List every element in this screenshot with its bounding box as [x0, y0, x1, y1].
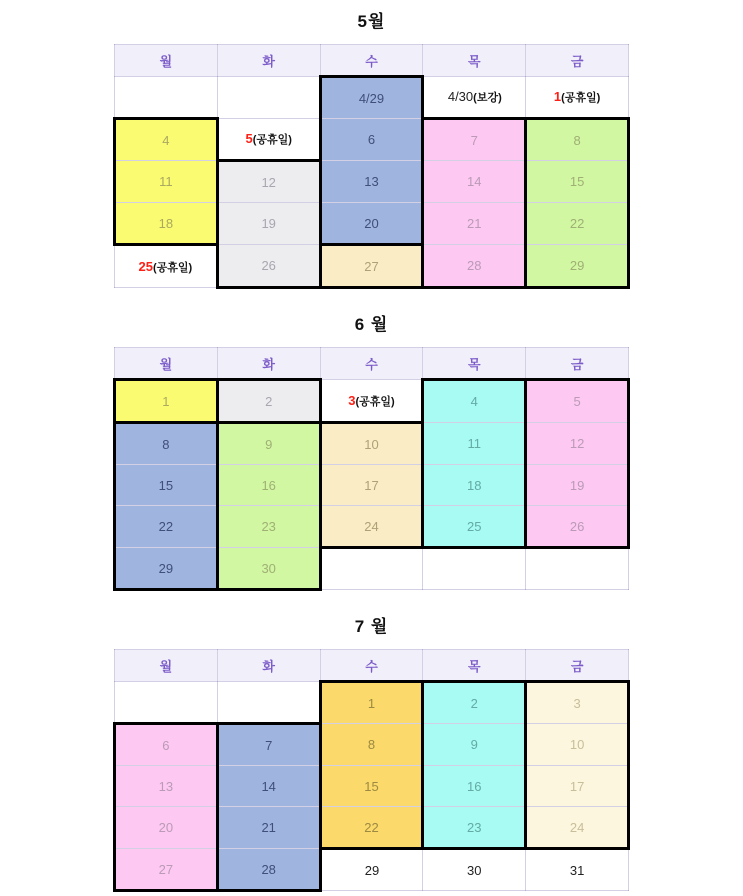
day-number: 29 — [569, 258, 585, 273]
day-cell — [320, 245, 423, 288]
day-number: 20 — [158, 820, 174, 835]
day-cell — [320, 849, 423, 891]
day-cell — [320, 506, 423, 548]
day-cell — [115, 465, 218, 506]
day-number: 13 — [158, 778, 174, 794]
day-number: 3 — [573, 695, 581, 711]
weekday-header-cell: 월 — [115, 45, 218, 77]
day-number: 10 — [569, 737, 585, 752]
day-cell — [423, 161, 526, 203]
day-number: 1 — [367, 695, 376, 711]
day-cell — [320, 119, 423, 161]
day-number: 4 — [470, 394, 478, 409]
day-cell — [217, 161, 320, 203]
day-cell — [217, 203, 320, 245]
day-number: 16 — [261, 477, 276, 493]
day-cell — [320, 161, 423, 203]
day-number: 4/30 — [447, 89, 474, 104]
day-number: 9 — [265, 436, 273, 452]
day-cell — [115, 506, 218, 548]
day-number: 14 — [467, 174, 482, 189]
week-row — [115, 77, 629, 119]
empty-cell — [320, 548, 423, 590]
day-number: 25 — [467, 518, 482, 534]
day-number: 7 — [265, 737, 273, 753]
day-number: 15 — [158, 477, 174, 493]
day-cell — [423, 380, 526, 423]
day-number: 15 — [569, 174, 585, 189]
day-number: 7 — [470, 132, 478, 148]
weekday-header-row — [115, 348, 629, 380]
day-number: 31 — [569, 862, 585, 878]
day-cell — [115, 119, 218, 161]
day-cell — [217, 724, 320, 766]
day-number: 18 — [158, 215, 174, 231]
day-number: 24 — [364, 518, 379, 534]
week-row — [115, 161, 629, 203]
day-cell — [423, 807, 526, 849]
day-number: 30 — [261, 560, 276, 576]
weekday-header-cell: 목 — [423, 348, 526, 380]
day-cell — [423, 77, 526, 119]
day-cell — [423, 465, 526, 506]
day-cell — [320, 203, 423, 245]
weekday-header-cell: 목 — [423, 45, 526, 77]
day-number: 22 — [158, 519, 174, 534]
day-cell — [526, 423, 629, 465]
day-cell — [526, 807, 629, 849]
weekday-header-cell: 수 — [320, 650, 423, 682]
week-row — [115, 849, 629, 891]
day-cell — [526, 849, 629, 891]
empty-cell — [115, 682, 218, 724]
day-number: 28 — [467, 258, 482, 273]
week-row — [115, 548, 629, 590]
day-number: 23 — [467, 819, 482, 835]
week-row — [115, 682, 629, 724]
day-number: 22 — [364, 819, 379, 835]
day-cell — [423, 682, 526, 724]
day-cell — [526, 724, 629, 766]
week-row — [115, 724, 629, 766]
weekday-header-cell: 화 — [217, 650, 320, 682]
day-cell — [115, 766, 218, 807]
month-block — [0, 617, 743, 892]
day-cell — [423, 423, 526, 465]
weekday-header-cell: 금 — [526, 348, 629, 380]
day-cell — [217, 245, 320, 288]
weekday-header-cell: 목 — [423, 650, 526, 682]
day-cell — [526, 119, 629, 161]
holiday-label: (공휴일) — [153, 261, 193, 274]
day-number: 16 — [467, 778, 482, 794]
day-cell — [320, 766, 423, 807]
day-cell — [217, 506, 320, 548]
day-number: 6 — [367, 132, 376, 147]
day-number: 26 — [261, 258, 276, 273]
day-number: 17 — [364, 477, 379, 493]
week-row — [115, 119, 629, 161]
day-number: 9 — [470, 737, 478, 752]
day-cell — [320, 682, 423, 724]
week-row — [115, 423, 629, 465]
day-number: 5 — [245, 131, 253, 146]
day-number: 18 — [467, 477, 482, 493]
day-number: 30 — [467, 862, 482, 878]
day-number: 13 — [364, 174, 379, 189]
day-number: 29 — [158, 560, 174, 576]
day-cell — [423, 849, 526, 891]
calendar-table — [113, 44, 630, 289]
day-number: 1 — [553, 89, 562, 104]
day-cell — [217, 423, 320, 465]
day-number: 11 — [467, 436, 482, 451]
day-number: 8 — [367, 737, 376, 752]
day-cell — [115, 203, 218, 245]
calendar-table — [113, 347, 630, 591]
week-row — [115, 203, 629, 245]
day-cell — [115, 807, 218, 849]
day-number: 20 — [364, 215, 379, 231]
weekday-header-cell: 금 — [526, 45, 629, 77]
day-number: 12 — [261, 174, 276, 190]
day-number: 10 — [364, 436, 379, 452]
day-cell — [217, 548, 320, 590]
day-cell — [115, 548, 218, 590]
day-cell — [320, 380, 423, 423]
day-cell — [526, 380, 629, 423]
day-cell — [115, 423, 218, 465]
empty-cell — [217, 682, 320, 724]
day-number: 28 — [261, 861, 276, 877]
empty-cell — [115, 77, 218, 119]
month-title: 5월 — [357, 12, 386, 31]
weekday-header-cell: 수 — [320, 45, 423, 77]
day-number: 6 — [162, 737, 170, 753]
day-cell — [423, 766, 526, 807]
week-row — [115, 506, 629, 548]
day-cell — [217, 380, 320, 423]
day-number: 23 — [261, 519, 276, 534]
day-cell — [217, 465, 320, 506]
month-title: 6 월 — [354, 315, 389, 334]
day-number: 24 — [569, 819, 585, 835]
day-cell — [526, 465, 629, 506]
week-row — [115, 465, 629, 506]
day-number: 8 — [573, 132, 581, 148]
day-number: 8 — [162, 436, 170, 452]
day-cell — [526, 161, 629, 203]
week-row — [115, 245, 629, 288]
day-number: 11 — [159, 174, 173, 189]
month-block — [0, 12, 743, 289]
day-cell — [115, 245, 218, 288]
day-cell — [320, 724, 423, 766]
weekday-header-cell: 수 — [320, 348, 423, 380]
holiday-label: (공휴일) — [355, 395, 395, 408]
day-cell — [217, 849, 320, 891]
day-number: 27 — [158, 861, 174, 877]
day-cell — [423, 506, 526, 548]
holiday-label: (공휴일) — [561, 92, 601, 104]
day-number: 27 — [364, 258, 379, 274]
day-cell — [423, 203, 526, 245]
day-cell — [217, 807, 320, 849]
calendar-table — [113, 649, 630, 892]
day-number: 26 — [569, 518, 585, 534]
day-number: 2 — [470, 695, 478, 711]
weekday-header-cell: 화 — [217, 348, 320, 380]
weekday-header-row — [115, 45, 629, 77]
week-row — [115, 380, 629, 423]
day-number: 3 — [348, 392, 356, 408]
day-number: 21 — [261, 820, 276, 835]
day-number: 22 — [569, 216, 585, 231]
day-number: 15 — [364, 778, 379, 794]
day-cell — [320, 465, 423, 506]
month-title: 7 월 — [354, 617, 389, 636]
day-cell — [217, 766, 320, 807]
day-cell — [423, 245, 526, 288]
day-cell — [115, 380, 218, 423]
day-cell — [526, 245, 629, 288]
day-cell — [423, 119, 526, 161]
holiday-label: (보강) — [473, 92, 502, 104]
day-cell — [320, 807, 423, 849]
day-number: 2 — [265, 393, 273, 409]
empty-cell — [423, 548, 526, 590]
weekday-header-cell: 월 — [115, 348, 218, 380]
empty-cell — [526, 548, 629, 590]
week-row — [115, 766, 629, 807]
day-cell — [115, 724, 218, 766]
day-number: 1 — [162, 393, 170, 409]
day-cell — [526, 203, 629, 245]
day-cell — [115, 161, 218, 203]
weekday-header-cell: 월 — [115, 650, 218, 682]
day-number: 19 — [569, 477, 585, 493]
month-block — [0, 315, 743, 591]
weekday-header-cell: 금 — [526, 650, 629, 682]
day-number: 4/29 — [358, 90, 385, 106]
day-cell — [320, 423, 423, 465]
holiday-label: (공휴일) — [252, 134, 292, 146]
day-cell — [526, 766, 629, 807]
day-cell — [320, 77, 423, 119]
day-number: 5 — [573, 394, 581, 409]
day-cell — [526, 77, 629, 119]
day-number: 12 — [569, 436, 585, 451]
day-number: 21 — [467, 216, 482, 231]
day-number: 29 — [364, 862, 380, 878]
empty-cell — [217, 77, 320, 119]
day-number: 25 — [138, 258, 154, 274]
day-number: 17 — [569, 778, 585, 794]
day-number: 4 — [162, 132, 170, 148]
day-cell — [526, 506, 629, 548]
day-cell — [423, 724, 526, 766]
day-cell — [526, 682, 629, 724]
weekday-header-row — [115, 650, 629, 682]
day-number: 19 — [261, 216, 276, 231]
day-number: 14 — [261, 778, 276, 794]
day-cell — [217, 119, 320, 161]
weekday-header-cell: 화 — [217, 45, 320, 77]
week-row — [115, 807, 629, 849]
day-cell — [115, 849, 218, 891]
